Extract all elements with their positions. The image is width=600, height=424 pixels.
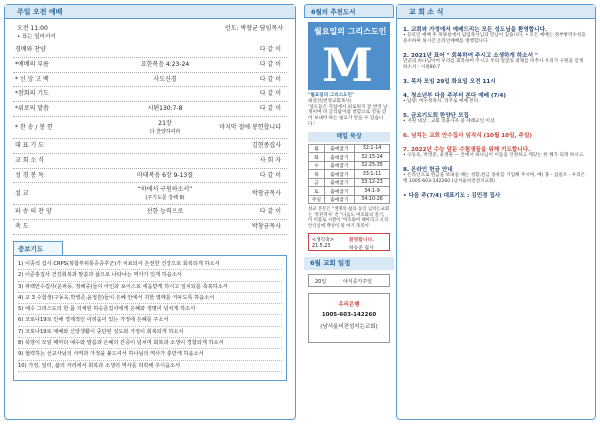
order-row xyxy=(13,139,287,154)
middle-panel xyxy=(304,4,394,420)
reading-cell: 출애굽기 xyxy=(324,187,354,196)
news-title: 4. 청소년부 다음 주부터 본다 예배 (7/4) xyxy=(403,93,506,99)
reading-cell: 출애굽기 xyxy=(324,170,354,179)
order-row xyxy=(13,183,287,205)
order-row xyxy=(13,117,287,139)
bank-account: 1005-603-142260 xyxy=(321,311,377,318)
news-title: 8. 온라인 헌금 안내 xyxy=(403,167,453,173)
order-who: 김현종집사 xyxy=(252,141,281,149)
news-desc: • 담당: 여수정목사, 격주로 예배 본다. xyxy=(403,99,480,104)
reading-row xyxy=(309,161,390,170)
service-leader: 인도: 박창균 담임목사 xyxy=(224,25,283,32)
reading-cell: 화 xyxy=(309,153,325,162)
order-item: * 찬 송 / 봉 헌 xyxy=(15,123,53,131)
prayer-list xyxy=(13,255,287,381)
reading-cell: 출애굽기 xyxy=(324,161,354,170)
bank-box xyxy=(308,293,390,343)
prayer-item: 3) 파랙안수집사(운파동, 정해중)들이 아인과 보이스로 세움받게 하시고 일치되를 축복하소서 xyxy=(18,282,282,293)
reading-header: 매일 묵상 xyxy=(308,132,390,142)
reading-cell: 32:1-14 xyxy=(355,144,390,153)
reading-cell: 출애굽기 xyxy=(324,195,354,204)
prayer-item: 6) 코로나19로 인해 경제적인 어려움이 있는 가정에 은혜를 주소서 xyxy=(18,315,282,326)
welcome-name: 하승준 집사 xyxy=(349,245,374,251)
news-title: 6. 넘치는 교회 안수집사 임직식 (10월 10일, 주일) xyxy=(403,133,532,139)
news-title: • 다음 주(7/4) 대표기도 : 김민경 집사 xyxy=(403,193,501,199)
reading-cell: 34:1-9 xyxy=(355,187,390,196)
reading-cell: 출애굽기 xyxy=(324,178,354,187)
order-detail: 사도신경 xyxy=(153,75,177,83)
book-name: "월요일의 그리스도인" xyxy=(308,93,355,98)
bank-name: 우리은행 xyxy=(338,301,360,308)
order-row xyxy=(13,205,287,220)
reading-cell: 34:10-26 xyxy=(355,195,390,204)
order-detail: 요한복음 4:23-24 xyxy=(140,60,190,68)
order-who: 다 같 이 xyxy=(259,171,281,179)
news-desc: • 구동욱, 박영준, 윤정원 — 안에서 하나님이 이들을 인정하고 깨닫는 한 해가 되게 하시고. xyxy=(403,153,585,158)
news-desc: • 등록인 예배 후 목양실에서 담임목사님과 만남이 있습니다. • 모든 예배는 정부방역수칙을 준수하며 실시간 온라인예배를 병행합니다. xyxy=(403,33,586,44)
order-detail: 마태복음 6장 9-13절 xyxy=(136,171,194,179)
order-row xyxy=(13,154,287,169)
worship-order-list xyxy=(13,43,287,235)
reading-cell: 출애굽기 xyxy=(324,153,354,162)
worship-header: 주일 오전 예배 xyxy=(5,5,295,19)
service-info xyxy=(13,23,287,43)
reading-cell: 주일 xyxy=(309,195,325,204)
order-who: 다 같 이 xyxy=(259,75,281,83)
reading-row xyxy=(309,170,390,179)
order-row xyxy=(13,169,287,184)
news-title: 1. 교회와 가정에서 예배드리는 모든 성도님을 환영합니다. xyxy=(403,27,548,33)
order-who: 박창균목사 xyxy=(252,190,281,198)
reading-cell: 월 xyxy=(309,144,325,153)
reading-cell: 목 xyxy=(309,170,325,179)
news-desc: • 온라인으로 헌금을 보내실 때는 성함,헌금 종류를 기입해 주시며, 예) 홍 - 십일조 - 우리은행 1005-603-142260 (남서울비전성지교회) xyxy=(403,173,586,184)
book-info xyxy=(308,93,390,128)
order-who: 마지막 절에 봉헌합니다 xyxy=(219,123,281,131)
order-item: *예배의 부름 xyxy=(15,60,49,68)
schedule-date: 20일 xyxy=(315,278,327,285)
order-row xyxy=(13,43,287,58)
order-who: 다 같 이 xyxy=(259,208,281,216)
service-time: 오전 11:00 xyxy=(17,25,48,32)
reading-cell: 토 xyxy=(309,187,325,196)
reading-cell: 33:12-23 xyxy=(355,178,390,187)
order-row xyxy=(13,87,287,102)
book-cover-title: 월요일의 그리스도인 xyxy=(314,27,387,36)
book-author: 최영선(번영교회목사) xyxy=(308,98,352,104)
news-desc: • 지원 대상 : 교회 의용사자 중 세례교인 이상. xyxy=(403,119,496,124)
order-detail: 선한 능력으로 xyxy=(146,208,184,216)
news-title: 2. 2021년 표어 " 회복하여 주시고 소생하게 하소서 " xyxy=(403,53,538,59)
prayer-item: 4) 교 3 수험생(구동욱,박영준,윤정원)들이 은혜 안에서 귀한 열매를 거두도록 하옵소서 xyxy=(18,293,282,304)
reading-cell: 32:15-24 xyxy=(355,153,390,162)
order-item: 경배와 찬양 xyxy=(15,46,46,53)
order-item: *참회의 기도 xyxy=(15,90,49,98)
book-desc: '성도들은 직업에서 외로워지 잘 번역 날개이며 비 글리랍이랍 결합으로 것을 얻어 보내야 하는 필요가 만들 수 있습니다.' xyxy=(308,104,388,127)
reading-cell: 금 xyxy=(309,178,325,187)
welcome-label: <생각축> xyxy=(312,237,334,243)
prayer-item: 2) 이준홍집사 건강회복과 말씀과 삶으로 나타나는 역사가 있게 하옵소서 xyxy=(18,270,282,281)
prayer-title: 중보기도 xyxy=(13,241,63,255)
news-title: 5. 금요기도회 한양단 모집 xyxy=(403,113,469,119)
schedule-row xyxy=(308,274,390,287)
verse-text: 설교 본문은 "생명의 삶과 동일 넘치는교회는 '복된역사' 진 "다음도 여호와의 절기, 이 이틀로 시찰이 '여호와여 헤아리고 오직 안식일에 백성이 될 여기 축복이' xyxy=(308,207,390,230)
news-title: 7. 2022년 수능 앞둔 수험생들을 위해 기도합니다. xyxy=(403,147,531,153)
reading-row xyxy=(309,187,390,196)
news-list xyxy=(403,25,589,199)
prayer-item: 7) 코로나19로 예배와 신앙생활이 중단된 성도와 가정이 회복되게 하소서 xyxy=(18,327,282,338)
welcome-box xyxy=(308,233,390,251)
news-title: 3. 목자 모임 29일 화요일 오전 11시 xyxy=(403,79,496,85)
schedule-header: 6월 교회 일정 xyxy=(304,257,394,270)
order-row xyxy=(13,220,287,235)
book-cover-letter: M xyxy=(322,38,373,90)
reading-cell: 출애굽기 xyxy=(324,144,354,153)
bank-holder: (남서울비전성지는교회) xyxy=(320,323,378,330)
news-header: 교 회 소 식 xyxy=(397,5,595,19)
order-item: *위로의 말씀 xyxy=(15,105,49,113)
reading-row xyxy=(309,178,390,187)
reading-table xyxy=(308,144,390,205)
book-cover-image xyxy=(308,22,390,90)
worship-order-panel xyxy=(4,4,296,420)
order-item: 축 도 xyxy=(15,223,29,231)
order-detail: “하에서 구원하소서” (주기도문 강해 9) xyxy=(137,186,193,202)
reading-row xyxy=(309,195,390,204)
news-desc: 만군의 하나님이여 우리를 회복하여 주시고 주의 얼굴의 광채를 비추사 우리가 구원을 얻게 하소서 - 시편80:7 xyxy=(403,59,584,70)
stand-note: • 표는 일어서서 xyxy=(17,34,56,40)
welcome-title: 환영합니다. xyxy=(349,237,374,243)
order-item: 파 송 의 찬 양 xyxy=(15,208,52,216)
order-item: 대 표 기 도 xyxy=(15,141,44,149)
order-who: 다 같 이 xyxy=(259,90,281,98)
reading-cell: 수 xyxy=(309,161,325,170)
order-item: 성 경 봉 독 xyxy=(15,171,44,179)
order-who: 다 같 이 xyxy=(259,60,281,68)
prayer-item: 1) 이종석 집사 CRPS(복합부위통증증후군)가 치료되어 온전한 건강으로 회복되게 하소서 xyxy=(18,259,282,270)
prayer-item: 5) 예수 그리스도의 한 몸 지체된 하승준집사에게 은혜와 생명이 넘치게 하소서 xyxy=(18,304,282,315)
order-detail: 21장 다 찬양하여라 xyxy=(149,119,181,135)
order-row xyxy=(13,58,287,73)
order-who: 다 같 이 xyxy=(259,46,281,53)
order-row xyxy=(13,73,287,88)
order-who: 박창균목사 xyxy=(252,223,281,231)
reading-row xyxy=(309,144,390,153)
welcome-date: 21.5.23 xyxy=(312,243,331,249)
order-item: * 신 앙 고 백 xyxy=(15,75,49,83)
church-news-panel xyxy=(396,4,596,420)
order-row xyxy=(13,102,287,117)
order-who: 사 회 자 xyxy=(259,156,281,164)
prayer-item: 8) 목양이 모임 때마다 예수와 말씀과 은혜의 간증이 넘치며 회복과 소생이 경험되게 하소서 xyxy=(18,338,282,349)
reading-cell: 32:25-35 xyxy=(355,161,390,170)
reading-row xyxy=(309,153,390,162)
order-item: 교 회 소 식 xyxy=(15,156,44,164)
order-item: 설 교 xyxy=(15,190,29,198)
order-detail: 시편130:7-8 xyxy=(147,105,183,113)
schedule-event: 야식증가주일 xyxy=(343,278,372,285)
reading-cell: 33:1-11 xyxy=(355,170,390,179)
prayer-item: 9) 협력하는 선교사님의 사역과 가정을 붙드셔서 하나님의 역사가 충만케 하옵소서 xyxy=(18,349,282,360)
book-header: 6월의 추천도서 xyxy=(304,4,394,18)
prayer-item: 10) 가정, 일터, 삶의 자리에서 회복과 소생의 역사를 허락해 주시옵소서 xyxy=(18,361,282,372)
order-who: 다 같 이 xyxy=(259,105,281,113)
